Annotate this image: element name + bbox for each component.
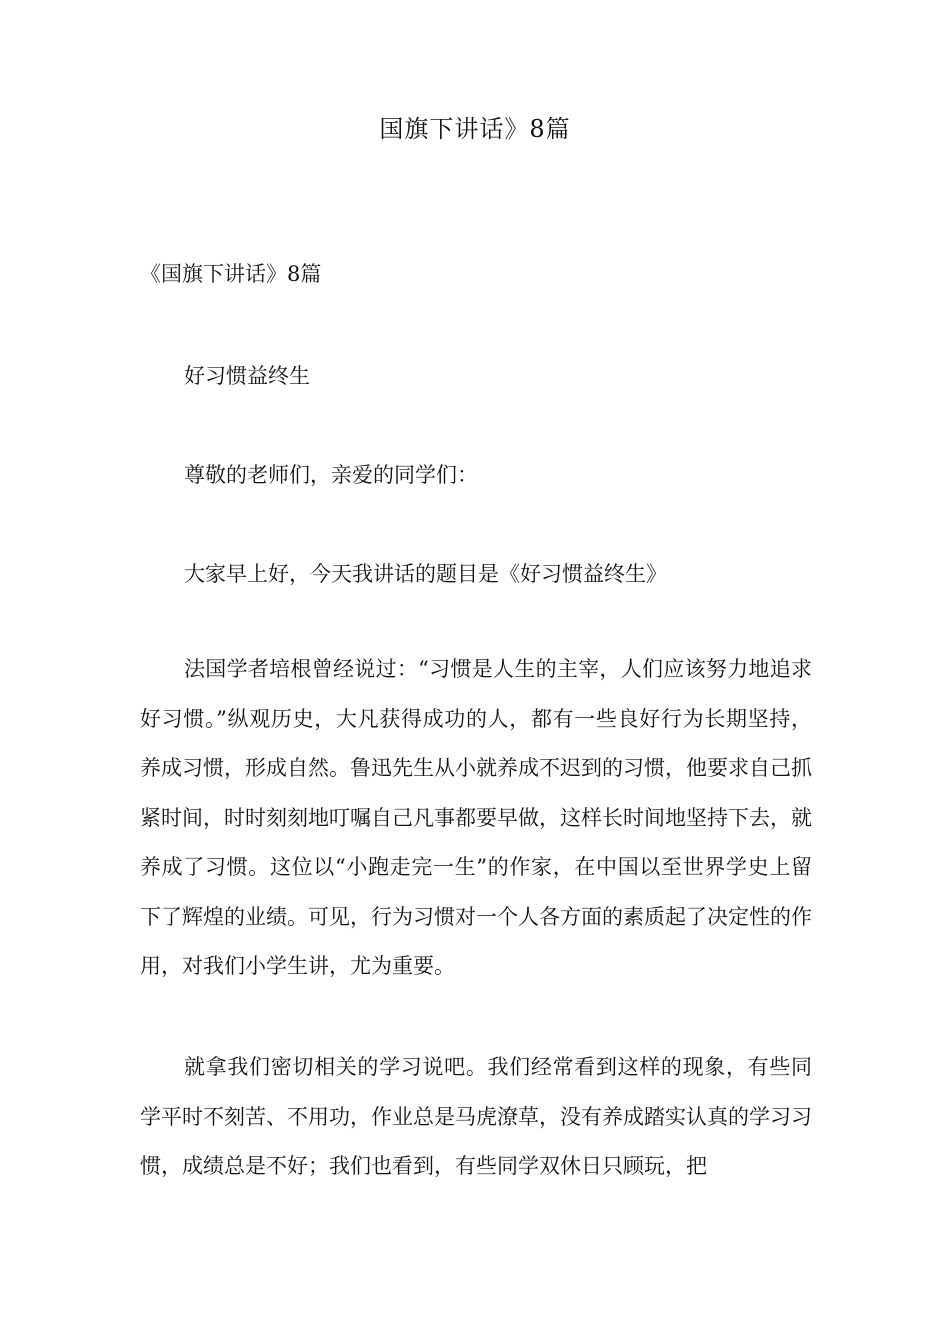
speech-heading: 好习惯益终生 [184,364,310,388]
body-paragraph: 就拿我们密切相关的学习说吧。我们经常看到这样的现象，有些同学平时不刻苦、不用功，作业总是马虎潦草，没有养成踏实认真的学习习惯，成绩总是不好；我们也看到，有些同学双休日只顾玩，把 [140,1055,812,1178]
salutation-paragraph: 尊敬的老师们，亲爱的同学们： [184,463,478,487]
document-subtitle: 《国旗下讲话》8篇 [140,262,322,286]
body-paragraph: 法国学者培根曾经说过：“习惯是人生的主宰，人们应该努力地追求好习惯。”纵观历史，大凡获得成功的人，都有一些良好行为长期坚持，养成习惯，形成自然。鲁迅先生从小就养成不迟到的习惯，他要求自己抓紧时间，时时刻刻地叮嘱自己凡事都要早做，这样长时间地坚持下去，就养成了习惯。这位以“小跑走完一生”的作家，在中国以至世界学史上留下了辉煌的业绩。可见，行为习惯对一个人各方面的素质起了决定性的作用，对我们小学生讲，尤为重要。 [140,657,812,978]
document-title: 国旗下讲话》8篇 [379,115,571,143]
opening-paragraph: 大家早上好，今天我讲话的题目是《好习惯益终生》 [184,562,667,586]
